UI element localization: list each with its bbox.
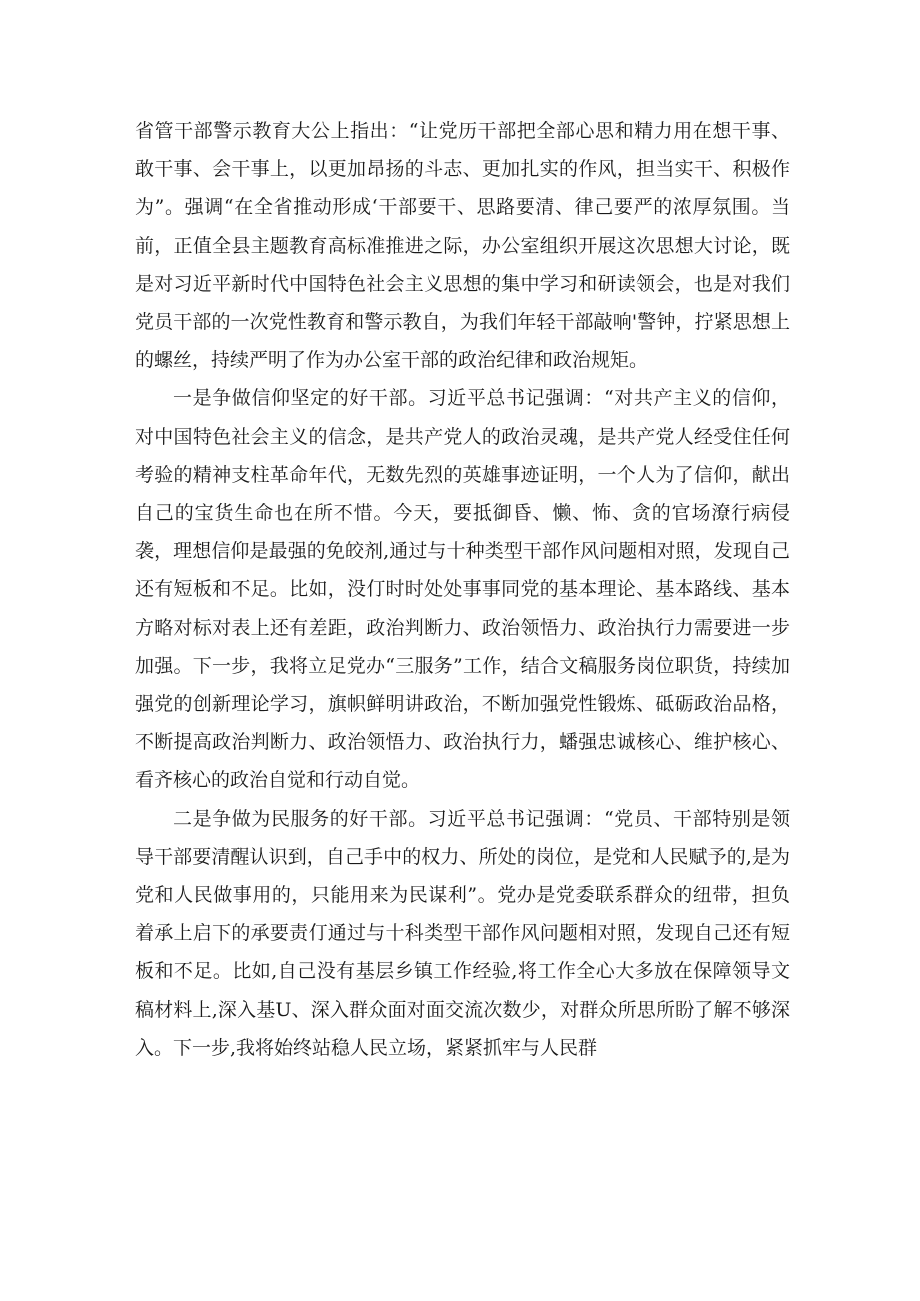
document-body (135, 112, 790, 1067)
paragraph-point-two: 二是争做为民服务的好干部。习近平总书记强调：“党员、干部特别是领导干部要清醒认识到，自己手中的权力、所处的岗位，是党和人民赋予的,是为党和人民做事用的，只能用来为民谋利”。党办是党委联系群众的纽带，担负着承上启下的承要责仃通过与十科类型干部作风问题相对照，发现自己还有短板和不足。比如,自己没有基层乡镇工作经验,将工作全心大多放在保障领导文稿材料上,深入基U、深入群众面对面交流次数少，对群众所思所盼了解不够深入。下一步,我将始终站稳人民立场，紧紧抓牢与人民群 (135, 807, 790, 1059)
paragraph-point-one: 一是争做信仰坚定的好干部。习近平总书记强调：“对共产主义的信仰，对中国特色社会主义的信念，是共产党人的政治灵魂，是共产党人经受住任何考验的精神支柱革命年代，无数先烈的英雄事迹证明，一个人为了信仰，献出自己的宝货生命也在所不惜。今天，要抵御昏、懒、怖、贪的官场潦行病侵袭，理想信仰是最强的免皎剂,通过与十种类型干部作风问题相对照，发现自己还有短板和不足。比如，没仃时时处处事事同党的基本理论、基本路线、基本方略对标对表上还有差距，政治判断力、政治领悟力、政治执行力需要进一步加强。下一步，我将立足党办“三服务”工作，结合文稿服务岗位职货，持续加强党的创新理论学习，旗帜鲜明讲政治，不断加强党性锻炼、砥砺政治品格，不断提高政治判断力、政治领悟力、政治执行力，蟠强忠诚核心、维护核心、看齐核心的政治自觉和行动自觉。 (135, 387, 790, 792)
paragraph-intro: 省管干部警示教育大公上指出：“让党历干部把全部心思和精力用在想干事、敢干事、会干事上，以更加昂扬的斗志、更加扎实的作风，担当实干、积极作为”。强调“在全省推动形成‘干部要干、思路要清、律己要严的浓厚氛围。当前，正值全县主题教育高标准推进之际，办公室组织开展这次思想大讨论，既是对习近平新时代中国特色社会主义思想的集中学习和研读领会，也是对我们党员干部的一次党性教育和警示教自，为我们年轻干部敲响'警钟，拧紧思想上的螺丝，持续严明了作为办公室干部的政治纪律和政治规矩。 (135, 120, 790, 372)
